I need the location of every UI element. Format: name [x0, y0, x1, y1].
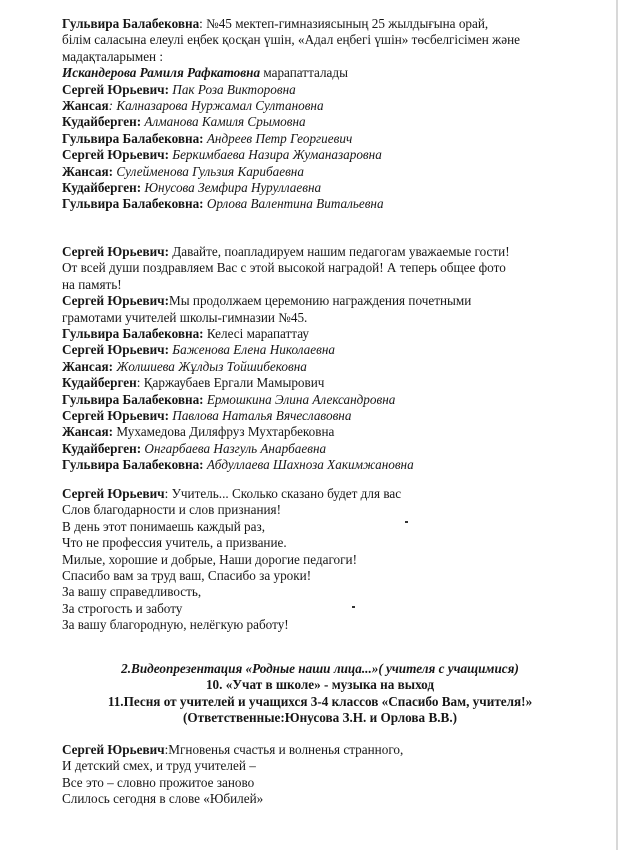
speaker-name: Гульвира Балабековна:: [62, 325, 204, 341]
award-row: [62, 359, 602, 375]
award-row: [62, 196, 602, 212]
recipient-name: Беркимбаева Назира Жуманазаровна: [169, 147, 382, 163]
poem-line: Милые, хорошие и добрые, Наши дорогие педагоги!: [62, 551, 357, 567]
poem-text: : Учитель... Сколько сказано будет для вас: [164, 486, 402, 501]
poem-line: Слилось сегодня в слове «Юбилей»: [62, 791, 264, 807]
speaker-name: Сергей Юрьевич: [62, 486, 165, 501]
speaker-name: Гульвира Балабековна:: [62, 391, 204, 407]
award-row: [62, 131, 602, 147]
poem-line: [62, 486, 602, 502]
program-item-10: 10. «Учат в школе» - музыка на выход: [205, 677, 435, 693]
honoree-name: Искандерова Рамиля Рафкатовна: [62, 65, 261, 81]
award-block-2: [62, 244, 602, 473]
poem-line: Что не профессия учитель, а призвание.: [62, 535, 287, 551]
speaker-name: Сергей Юрьевич:: [62, 293, 169, 309]
speaker-name: Сергей Юрьевич:: [62, 81, 169, 97]
speech-text: Давайте, поапладируем нашим педагогам уважаемые гости!: [169, 244, 510, 259]
recipient-name: Жолшиева Жұлдыз Тойшибековна: [113, 358, 307, 374]
speech-line-2: От всей души поздравляем Вас с этой высокой наградой! А теперь общее фото: [62, 260, 506, 276]
poem-line: За вашу благородную, нелёгкую работу!: [62, 617, 289, 633]
poem-line: Слов благодарности и слов признания!: [62, 502, 282, 518]
award-row: [62, 180, 602, 196]
poem-line: [62, 742, 602, 758]
continue-line-2: грамотами учителей школы-гимназии №45.: [62, 309, 308, 325]
speaker-name: Жансая:: [62, 424, 114, 440]
recipient-name: Мухамедова Диляфруз Мухтарбековна: [113, 424, 335, 440]
speaker-name: Кудайберген: [62, 375, 137, 391]
intro-text: : №45 мектеп-гимназиясының 25 жылдығына орай,: [199, 16, 489, 31]
poem-line: Все это – словно прожитое заново: [62, 774, 255, 790]
intro-line-2: білім саласына елеулі еңбек қосқан үшін, «Адал еңбегі үшін» төсбелгісімен және: [62, 32, 521, 48]
intro-line-1: [62, 16, 602, 32]
speech-line-3: на память!: [62, 276, 122, 292]
recipient-name: Алманова Камиля Срымовна: [141, 114, 306, 130]
honoree-suffix: марапатталады: [260, 65, 348, 81]
speaker-name: Гульвира Балабековна:: [62, 130, 204, 146]
speaker-name: Гульвира Балабековна: [62, 16, 200, 31]
speaker-name: Кудайберген:: [62, 179, 142, 195]
award-row: [62, 164, 602, 180]
award-row: [62, 82, 602, 98]
recipient-name: Сулейменова Гульзия Карибаевна: [113, 163, 304, 179]
award-row: [62, 441, 602, 457]
scan-speck: [352, 606, 355, 608]
next-award-line: [62, 326, 602, 342]
program-item-11: 11.Песня от учителей и учащихся 3-4 классов «Спасибо Вам, учителя!»: [107, 693, 533, 709]
recipient-name: : Қаржаубаев Ергали Мамырович: [136, 375, 325, 391]
recipient-name: Ермошкина Элина Александровна: [203, 391, 396, 407]
recipient-name: Пак Роза Викторовна: [169, 81, 296, 97]
speaker-name: Жансая: [62, 97, 109, 113]
program-responsible: (Ответственные:Юнусова З.Н. и Орлова В.В.): [182, 710, 458, 726]
speaker-name: Кудайберген:: [62, 440, 142, 456]
award-row: [62, 392, 602, 408]
speaker-name: Жансая:: [62, 358, 114, 374]
continue-line-1: [62, 293, 602, 309]
poem-line: Спасибо вам за труд ваш, Спасибо за уроки!: [62, 567, 312, 583]
recipient-name: Юнусова Земфира Нуруллаевна: [141, 179, 322, 195]
speaker-name: Гульвира Балабековна:: [62, 457, 204, 473]
recipient-name: : Калназарова Нуржамал Султановна: [108, 97, 324, 113]
speaker-name: Гульвира Балабековна:: [62, 196, 204, 212]
poem-line: И детский смех, и труд учителей –: [62, 758, 256, 774]
award-row: [62, 342, 602, 358]
poem-block-1: [62, 486, 602, 634]
award-row: [62, 408, 602, 424]
recipient-name: Павлова Наталья Вячеславовна: [169, 407, 352, 423]
recipient-name: Онгарбаева Назгуль Анарбаевна: [141, 440, 327, 456]
poem-line: В день этот понимаешь каждый раз,: [62, 518, 265, 534]
continue-text: Мы продолжаем церемонию награждения почетными: [169, 293, 472, 309]
recipient-name: Баженова Елена Николаевна: [169, 342, 335, 358]
speaker-name: Сергей Юрьевич:: [62, 407, 169, 423]
speaker-name: Сергей Юрьевич:: [62, 342, 169, 358]
recipient-name: Андреев Петр Георгиевич: [203, 130, 353, 146]
program-block: [40, 661, 600, 727]
honoree-line: [62, 65, 602, 81]
award-row: [62, 375, 602, 391]
poem-block-2: [62, 742, 602, 808]
speech-line-1: [62, 244, 602, 260]
program-item-2: 2.Видеопрезентация «Родные наши лица...»( учителя с учащимися): [121, 661, 519, 676]
speaker-name: Сергей Юрьевич:: [62, 147, 169, 163]
award-row: [62, 457, 602, 473]
award-row: [62, 147, 602, 163]
speaker-name: Жансая:: [62, 163, 114, 179]
poem-line: За вашу справедливость,: [62, 584, 202, 600]
speaker-name: Кудайберген:: [62, 114, 142, 130]
recipient-name: Абдуллаева Шахноза Хакимжановна: [203, 457, 414, 473]
poem-line: За строгость и заботу: [62, 600, 183, 616]
scan-speck: [405, 521, 408, 523]
intro-line-3: мадақталарымен :: [62, 48, 164, 64]
speaker-name: Сергей Юрьевич: [62, 742, 165, 757]
award-row: [62, 98, 602, 114]
next-award-text: Келесі марапаттау: [203, 325, 309, 341]
recipient-name: Орлова Валентина Витальевна: [203, 196, 384, 212]
award-row: [62, 424, 602, 440]
poem-text: :Мгновенья счастья и волненья странного,: [164, 742, 404, 757]
award-block-1: [62, 16, 602, 213]
speaker-name: Сергей Юрьевич:: [62, 244, 169, 259]
award-row: [62, 114, 602, 130]
